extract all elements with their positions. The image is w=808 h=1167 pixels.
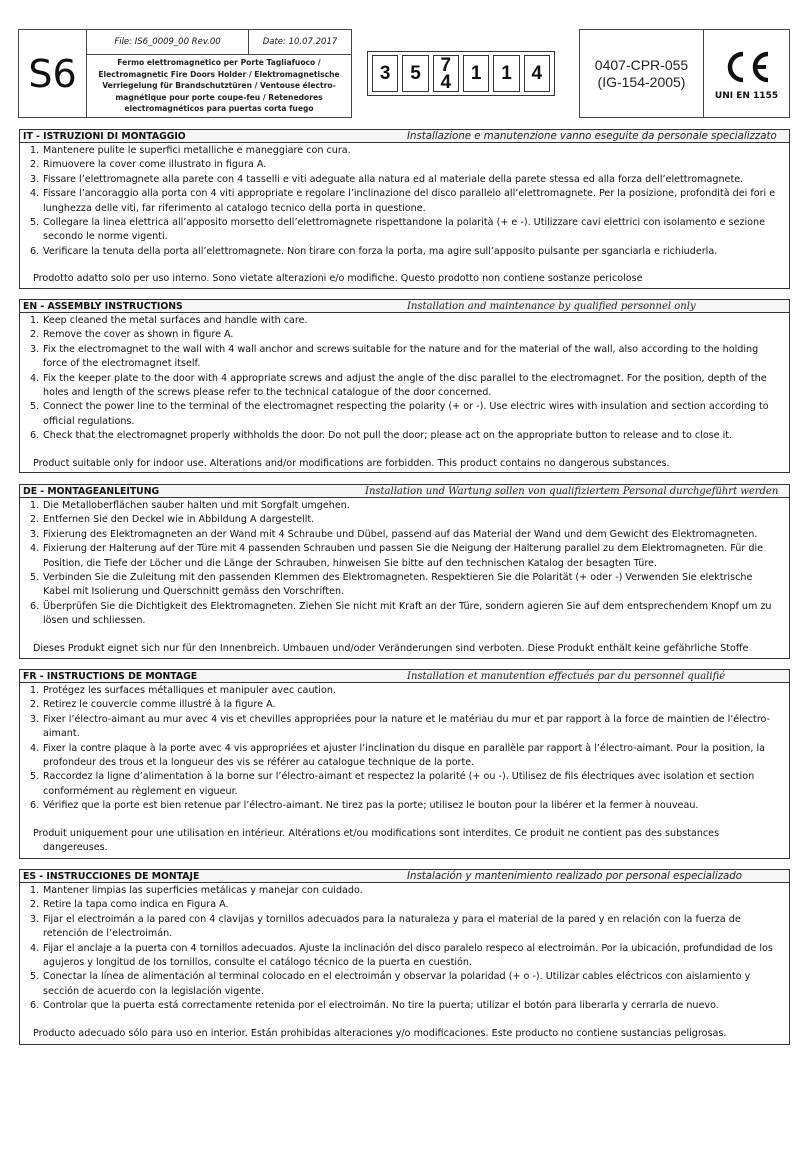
step-number: 3. [30,528,40,540]
instruction-item [30,343,779,372]
instruction-item [30,513,779,527]
step-number: 2. [30,329,40,341]
ce-cell [704,30,789,117]
certification-box [579,29,790,118]
number-digit: 3 [372,55,398,92]
step-number: 3. [30,713,40,725]
step-number: 4. [30,942,40,954]
number-digit: 1 [493,55,519,92]
instruction-list [30,314,779,444]
closing-note: Product suitable only for indoor use. Alterations and/or modifications are forbidden. This product contains no dangerous substances. [33,457,670,469]
step-number: 5. [30,401,40,413]
step-number: 6. [30,1000,40,1012]
step-text: Entfernen Sie den Deckel wie in Abbildung A dargestellt. [43,514,315,526]
step-number: 3. [30,343,40,355]
step-number: 1. [30,145,40,156]
section-body [20,143,789,287]
section-body [20,498,789,656]
step-number: 6. [30,600,40,612]
cpr-number: 0407-CPR-055 [594,56,689,73]
number-digit-stacked [433,55,459,92]
description-line: magnétique pour porte coupe-feu / Retenedores [115,92,323,102]
section-title: IT - ISTRUZIONI DI MONTAGGIO [23,131,186,142]
section-header [20,670,789,683]
instruction-item [30,999,779,1013]
instruction-item [30,884,779,898]
step-text: Rimuovere la cover come illustrato in figura A. [43,159,267,171]
step-text: Vérifiez que la porte est bien retenue par l’électro-aimant. Ne tirez pas la porte; utilisez le bouton pour la libérer et la fermer à nouveau. [43,800,699,812]
description-line: Electromagnetic Fire Doors Holder / Elektromagnetische [98,69,340,79]
step-text: Connect the power line to the terminal of the electromagnet respecting the polarity (+ or -). Use electric wires with insulation and section according to official regulations. [43,401,769,427]
step-number: 5. [30,217,40,229]
step-text: Verificare la tenuta della porta all’elettromagnete. Non tirare con forza la porta, ma agire sull’apposito pulsante per sganciarla e richiuderla. [43,245,718,257]
step-text: Raccordez la ligne d’alimentation à la borne sur l’électro-aimant et respectez la polarité (+ ou -). Utilisez de fils électriques avec isolation et section conformément au règlement en vigueur. [43,771,755,797]
step-number: 6. [30,245,40,257]
instruction-item [30,187,779,216]
instruction-item [30,528,779,542]
instruction-item [30,158,779,172]
cpr-certificate [580,30,704,117]
number-digit: 4 [524,55,550,92]
step-text: Fijar el anclaje a la puerta con 4 tornillos adecuados. Ajuste la inclinación del disco paralelo respeco al electroimán. Por la ubicación, profundidad de los agujeros y longitud de los tornillos, consulte el catálogo técnico de la puerta en cuestión. [43,942,773,969]
section-note: Installation and maintenance by qualified personnel only [407,301,696,312]
section-title: FR - INSTRUCTIONS DE MONTAGE [23,671,198,682]
step-text: Mantenere pulite le superfici metalliche e maneggiare con cura. [43,145,351,156]
step-number: 2. [30,899,40,911]
section-title: EN - ASSEMBLY INSTRUCTIONS [23,301,183,312]
step-text: Fixer la contre plaque à la porte avec 4 vis appropriées et ajuster l’inclination du disque en parallèle par rapport à l’électro-aimant. Pour la position, la profondeur des trous et la longueur des vis se référer au catalogue technique de la porte. [43,742,766,769]
section-body [20,313,789,471]
section-header [20,130,789,143]
instruction-item [30,328,779,342]
step-text: Retire la tapa como indica en Figura A. [43,899,229,911]
instruction-item [30,372,779,401]
step-text: Conectar la línea de alimentación al terminal colocado en el electroimán y observar la polaridad (+ o -). Utilizar cables eléctricos con aislamiento y sección de acuerdo con la legislación vigente. [43,971,751,997]
step-text: Remove the cover as shown in figure A. [43,329,234,341]
number-digit-bottom: 4 [440,71,452,93]
step-text: Fix the keeper plate to the door with 4 appropriate screws and adjust the angle of the disc parallel to the electromagnet. For the position, depth of the holes and length of the screws please refer to the technical catalogue of the door concerned. [43,372,767,399]
number-digit: 1 [463,55,489,92]
step-number: 4. [30,543,40,555]
instruction-item [30,400,779,429]
instruction-item [30,314,779,328]
step-text: Fixierung des Elektromagneten an der Wand mit 4 Schraube und Dübel, passend auf das Material der Wand und dem Gewicht des Elektromagneten. [43,528,758,540]
step-number: 3. [30,173,40,185]
section-header [20,300,789,313]
closing-note: Dieses Produkt eignet sich nur für den Innenbreich. Umbauen und/oder Veränderungen sind verboten. Diese Produkt enthält keine gefährliche Stoffe [33,642,749,654]
instruction-item [30,684,779,698]
instruction-item [30,429,779,443]
section-title: DE - MONTAGEANLEITUNG [23,486,160,497]
step-text: Mantener limpias las superficies metálicas y manejar con cuidado. [43,885,363,896]
step-text: Fixer l’électro-aimant au mur avec 4 vis et chevilles appropriées pour la nature et le matériau du mur et par rapport à la force de maintien de l’électro-aimant. [43,713,771,740]
description-line: Verriegelung für Brandschutztüren / Ventouse électro- [102,81,336,91]
cpr-reference: (IG-154-2005) [597,73,686,90]
section-body [20,683,789,855]
instruction-list [30,144,779,259]
closing-note: Prodotto adatto solo per uso interno. Sono vietate alterazioni e/o modifiche. Questo prodotto non contiene sostanze pericolose [33,273,643,285]
product-number [367,51,555,96]
instruction-item [30,173,779,187]
step-number: 2. [30,514,40,526]
section-title: ES - INSTRUCCIONES DE MONTAJE [23,871,200,882]
step-text: Fix the electromagnet to the wall with 4 wall anchor and screws suitable for the nature and for the material of the wall, also according to the holding force of the electromagnet itself. [43,343,759,370]
section-note: Installazione e manutenzione vanno eseguite da personale specializzato [407,131,777,142]
section-en [19,299,790,473]
section-de [19,484,790,659]
instruction-item [30,913,779,942]
step-number: 4. [30,742,40,754]
step-number: 3. [30,913,40,925]
instruction-item [30,144,779,158]
step-text: Check that the electromagnet properly withholds the door. Do not pull the door; please act on the appropriate button to release and to close it. [43,430,733,442]
step-number: 5. [30,971,40,983]
instruction-item [30,698,779,712]
step-text: Protégez les surfaces métalliques et manipuler avec caution. [43,685,336,696]
instruction-item [30,898,779,912]
step-number: 1. [30,500,40,511]
step-text: Fixierung der Halterung auf der Türe mit 4 passenden Schrauben und passen Sie die Neigung der Halterung parallel zu dem Elektromagneten. Für die Position, die Tiefe der Löcher und die Länge der Schrauben, hinweisen Sie bitte auf den technischen Katalog der besagten Türe. [43,543,764,569]
step-text: Fijar el electroimán a la pared con 4 clavijas y tornillos adecuados para la naturaleza y para el material de la pared y en relación con la fuerza de retención de l’electroimán. [43,913,741,940]
description-line: Fermo elettromagnetico per Porte Tagliafuoco / [117,58,321,67]
instruction-item [30,742,779,771]
instruction-list [30,499,779,629]
closing-note: Producto adecuado sólo para uso en interior. Están prohibidas alteraciones y/o modificaciones. Este producto no contiene sustancias peligrosas. [33,1027,727,1039]
instruction-list [30,884,779,1014]
step-number: 5. [30,771,40,783]
section-note: Instalación y mantenimiento realizado por personal especializado [407,871,743,882]
step-number: 4. [30,372,40,384]
step-text: Retirez le couvercle comme illustré à la figure A. [43,699,276,711]
ce-mark-icon [721,49,773,85]
instruction-item [30,942,779,971]
instruction-item [30,799,779,813]
product-code: S6 [19,30,87,117]
section-note: Installation et manutention effectués par du personnel qualifié [407,671,726,682]
document-date: Date: 10.07.2017 [249,30,351,55]
instruction-item [30,499,779,513]
instruction-item [30,542,779,571]
step-number: 6. [30,430,40,442]
step-text: Die Metalloberflächen sauber halten und mit Sorgfalt umgehen. [43,500,350,511]
step-number: 6. [30,800,40,812]
instruction-item [30,770,779,799]
step-number: 2. [30,159,40,171]
instruction-item [30,245,779,259]
step-text: Fissare l’ancoraggio alla porta con 4 viti appropriate e regolare l’inclinazione del disco parallelo all’elettromagnete. Per la posizione, profondità dei fori e lunghezza delle viti, far riferimento al catalogo tecnico della porta in questione. [43,188,776,214]
step-number: 1. [30,685,40,696]
step-number: 5. [30,572,40,584]
number-digit-top: 7 [440,54,452,76]
product-description [87,55,351,117]
step-number: 2. [30,699,40,711]
closing-note: Produit uniquement pour une utilisation en intérieur. Altérations et/ou modifications sont interdites. Ce produit ne contient pas des substances dangereuses. [33,827,720,854]
step-text: Verbinden Sie die Zuleitung mit den passenden Klemmen des Elektromagneten. Respektieren Sie die Polarität (+ oder -) Verwenden Sie elektrische Kabel mit Isolierung und Querschnitt gemäss den Vorschriften. [43,572,753,598]
file-reference: File: IS6_0009_00 Rev.00 [87,30,249,55]
section-header [20,870,789,883]
section-note: Installation und Wartung sollen von qualifiziertem Personal durchgeführt werden [365,486,779,497]
instruction-list [30,684,779,814]
product-header [18,29,352,118]
step-text: Controlar que la puerta está correctamente retenida por el electroimán. No tire la puerta; utilizar el botón para liberarla y cerrarla de nuevo. [43,1000,719,1012]
instruction-item [30,571,779,600]
step-number: 4. [30,188,40,200]
step-text: Collegare la linea elettrica all’apposito morsetto dell’elettromagnete rispettandone la polarità (+ e -). Utilizzare cavi elettrici con isolamento e sezione secondo le norme vigenti. [43,217,765,243]
step-text: Fissare l’elettromagnete alla parete con 4 tasselli e viti adeguate alla natura ed al materiale della parete stessa ed alla forza dell’elettromagnete. [43,173,744,185]
section-header [20,485,789,498]
instruction-item [30,600,779,629]
step-number: 1. [30,315,40,326]
section-body [20,883,789,1041]
description-line: electromagnéticos para puertas corta fuego [124,104,314,114]
number-digit: 5 [402,55,428,92]
section-es [19,869,790,1045]
instruction-item [30,713,779,742]
standard-label: UNI EN 1155 [714,90,779,101]
instruction-item [30,216,779,245]
step-text: Überprüfen Sie die Dichtigkeit des Elektromagneten. Ziehen Sie nicht mit Kraft an der Türe, sondern agieren Sie auf dem entsprechendem Knopf um zu lösen und schliessen. [43,600,772,627]
section-it [19,129,790,289]
step-number: 1. [30,885,40,896]
instruction-item [30,970,779,999]
step-text: Keep cleaned the metal surfaces and handle with care. [43,315,308,326]
section-fr [19,669,790,859]
